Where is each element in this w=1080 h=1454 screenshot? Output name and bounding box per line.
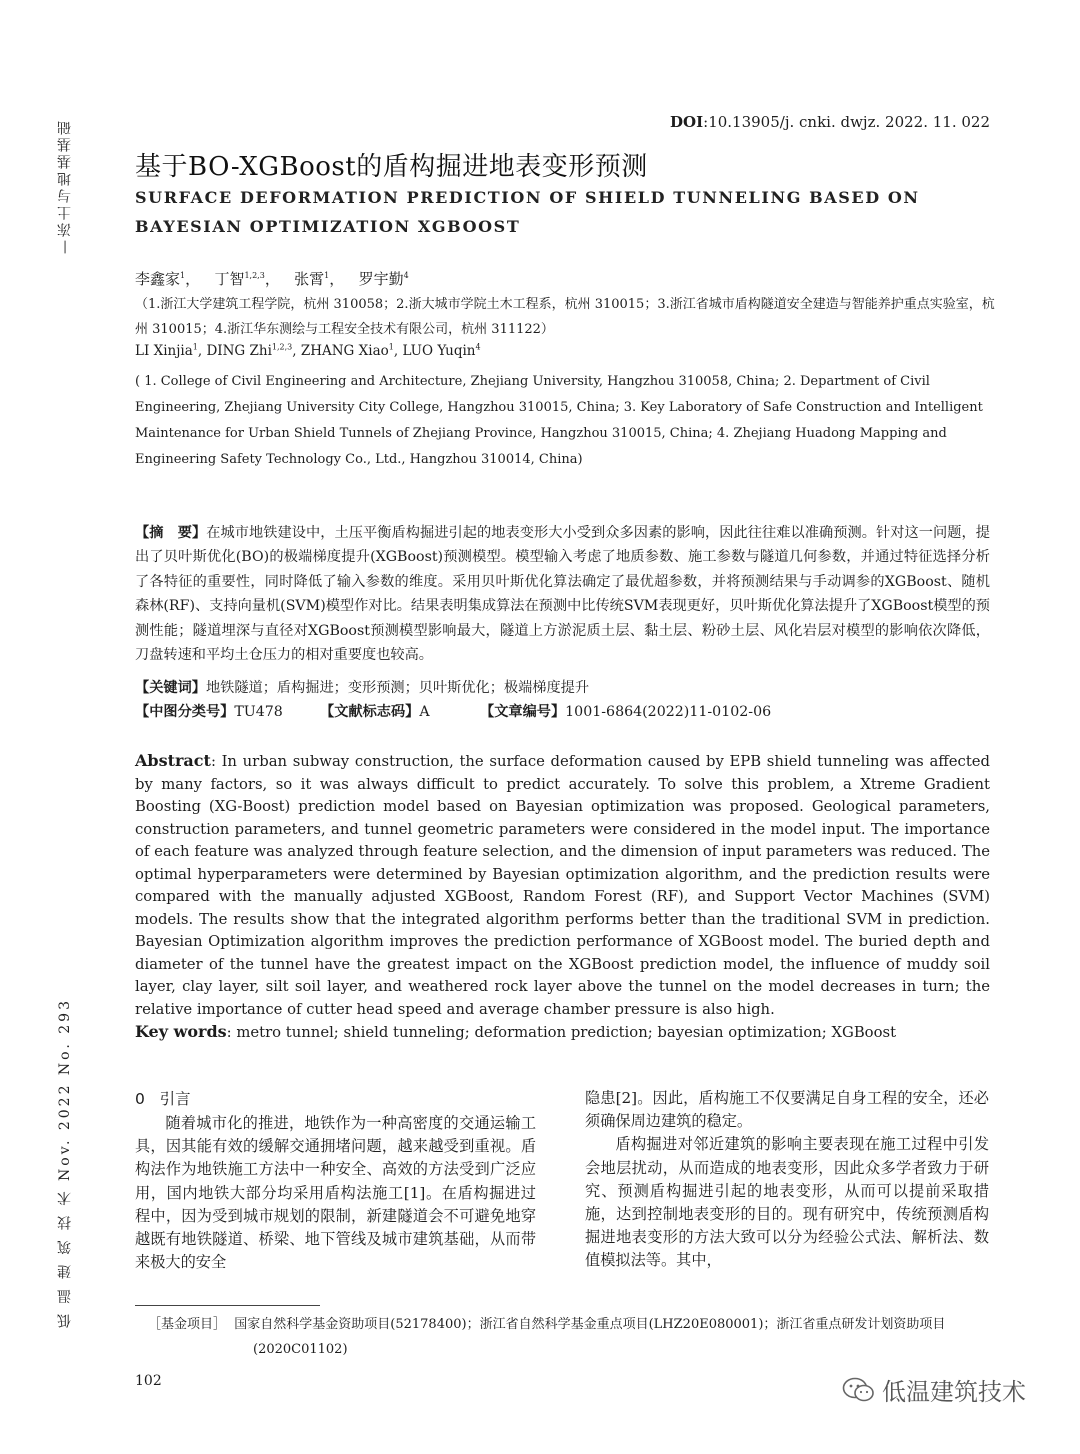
author-en: ZHANG Xiao$^1$, bbox=[300, 342, 403, 359]
author-zh: 丁智$^{1,2,3}$， bbox=[214, 270, 280, 288]
abstract-en-text: : In urban subway construction, the surface deformation caused by EPB shield tunneling was affected by many factors, so it was always difficult to predict accurately. To solve this problem, a Xtreme Gradient Boosting (XG-Boost) prediction model based on Bayesian optimization was proposed. Geological parameters, construction parameters, and tunnel geometric parameters were considered in the model input. The importance of each feature was analyzed through feature selection, and the dimension of input parameters was reduced. The optimal hyperparameters were determined by Bayesian optimization algorithm, and the prediction results were compared with the manually adjusted XGBoost, Random Forest (RF), and Support Vector Machines (SVM) models. The results show that the integrated algorithm performs better than the traditional SVM in prediction. Bayesian Optimization algorithm improves the prediction performance of XGBoost model. The buried depth and diameter of the tunnel have the greatest impact on the XGBoost prediction model, the influence of muddy soil layer, clay layer, silt soil layer, and weathered rock layer above the tunnel on the model decreases in turn; the relative importance of cutter head speed and average chamber pressure is also high. bbox=[135, 753, 990, 1018]
article-number: 【文章编号】1001-6864(2022)11-0102-06 bbox=[480, 704, 772, 720]
author-en: DING Zhi$^{1,2,3}$, bbox=[206, 342, 301, 359]
paragraph: 隐患[2]。因此，盾构施工不仅要满足自身工程的安全，还必须确保周边建筑的稳定。 bbox=[585, 1089, 989, 1131]
abstract-en bbox=[135, 750, 990, 1021]
funding-label: ［基金项目］ bbox=[148, 1317, 227, 1332]
footnote-divider bbox=[135, 1305, 320, 1306]
doi[interactable] bbox=[670, 113, 990, 131]
watermark-text: 低温建筑技术 bbox=[882, 1378, 1026, 1406]
running-header-journal: 低 温 建 筑 技 术 Nov. 2022 No. 293 bbox=[57, 998, 73, 1328]
keywords-en-text: : metro tunnel; shield tunneling; deformation prediction; bayesian optimization; XGBoost bbox=[226, 1024, 897, 1041]
authors-en bbox=[135, 343, 481, 359]
affiliations-en: ( 1. College of Civil Engineering and Architecture, Zhejiang University, Hangzhou 310058, China; 2. Department of Civil Engineering, Zhejiang University City College, Hangzhou 310015, China; 3. Key Laboratory of Safe Construction and Intelligent Maintenance for Urban Shield Tunnels of Zhejiang Province, Hangzhou 310015, China; 4. Zhejiang Huadong Mapping and Engineering Safety Technology Co., Ltd., Hangzhou 310014, China) bbox=[135, 374, 983, 467]
title-zh: 基于BO-XGBoost的盾构掘进地表变形预测 bbox=[135, 152, 648, 182]
abstract-zh-text: 在城市地铁建设中，土压平衡盾构掘进引起的地表变形大小受到众多因素的影响，因此往往难以准确预测。针对这一问题，提出了贝叶斯优化(BO)的极端梯度提升(XGBoost)预测模型。模型输入考虑了地质参数、施工参数与隧道几何参数，并通过特征选择分析了各特征的重要性，同时降低了输入参数的维度。采用贝叶斯优化算法确定了最优超参数，并将预测结果与手动调参的XGBoost、随机森林(RF)、支持向量机(SVM)模型作对比。结果表明集成算法在预测中比传统SVM表现更好，贝叶斯优化算法提升了XGBoost模型的预测性能；隧道埋深与直径对XGBoost预测模型影响最大，隧道上方淤泥质土层、黏土层、粉砂土层、风化岩层对模型的影响依次降低，刀盘转速和平均土仓压力的相对重要度也较高。 bbox=[135, 525, 990, 664]
author-zh: 张霄$^1$， bbox=[294, 270, 345, 288]
author-en: LI Xinjia$^1$, bbox=[135, 342, 207, 359]
keywords-zh bbox=[135, 676, 990, 700]
funding-footnote bbox=[148, 1312, 993, 1362]
keywords-en-label: Key words bbox=[135, 1022, 227, 1041]
authors-zh bbox=[135, 268, 409, 289]
funding-text-cont: (2020C01102) bbox=[253, 1342, 348, 1357]
doi-label: DOI bbox=[670, 113, 704, 131]
affiliations-zh: （1.浙江大学建筑工程学院，杭州 310058；2.浙大城市学院土木工程系，杭州 310015；3.浙江省城市盾构隧道安全建造与智能养护重点实验室，杭州 310015；4.浙江华东测绘与工程安全技术有限公司，杭州 311122） bbox=[135, 297, 995, 337]
paragraph: 随着城市化的推进，地铁作为一种高密度的交通运输工具，因其能有效的缓解交通拥堵问题，越来越受到重视。盾构法作为地铁施工方法中一种安全、高效的方法受到广泛应用，国内地铁大部分均采用盾构法施工[1]。在盾构掘进过程中，因为受到城市规划的限制，新建隧道会不可避免地穿越既有地铁隧道、桥梁、地下管线及城市建筑基础，从而带来极大的安全 bbox=[135, 1114, 536, 1272]
keywords-zh-label: 【关键词】 bbox=[135, 680, 206, 696]
page-number: 102 bbox=[135, 1373, 162, 1389]
paragraph: 盾构掘进对邻近建筑的影响主要表现在施工过程中引发会地层扰动，从而造成的地表变形，因此众多学者致力于研究、预测盾构掘进引起的地表变形，从而可以提前采取措施，达到控制地表变形的目的。现有研究中，传统预测盾构掘进地表变形的方法大致可以分为经验公式法、解析法、数值模拟法等。其中， bbox=[585, 1135, 989, 1270]
abstract-zh bbox=[135, 521, 990, 667]
clc-number: 【中图分类号】TU478 bbox=[135, 704, 283, 720]
abstract-zh-label: 【摘 要】 bbox=[135, 525, 207, 541]
funding-text: 国家自然科学基金资助项目(52178400)；浙江省自然科学基金重点项目(LHZ20E080001)；浙江省重点研发计划资助项目 bbox=[234, 1317, 946, 1332]
keywords-zh-text: 地铁隧道；盾构掘进；变形预测；贝叶斯优化；极端梯度提升 bbox=[205, 680, 590, 696]
doi-value: :10.13905/j. cnki. dwjz. 2022. 11. 022 bbox=[703, 113, 990, 131]
title-en: SURFACE DEFORMATION PREDICTION OF SHIELD TUNNELING BASED ON BAYESIAN OPTIMIZATION XGBOOST bbox=[135, 188, 920, 236]
section-heading: 0 引言 bbox=[135, 1090, 191, 1108]
running-header-section: —冻土与地基基础 bbox=[57, 118, 73, 254]
wechat-watermark bbox=[842, 1372, 1026, 1407]
author-zh: 罗宇勤$^4$ bbox=[358, 270, 409, 288]
body-column-right bbox=[585, 1087, 989, 1273]
keywords-en bbox=[135, 1021, 990, 1045]
abstract-en-label: Abstract bbox=[135, 751, 211, 770]
wechat-icon bbox=[842, 1376, 876, 1404]
author-en: LUO Yuqin$^4$ bbox=[402, 342, 481, 359]
body-column-left bbox=[135, 1112, 536, 1274]
author-zh: 李鑫家$^1$， bbox=[135, 270, 201, 288]
document-code: 【文献标志码】A bbox=[320, 704, 430, 720]
